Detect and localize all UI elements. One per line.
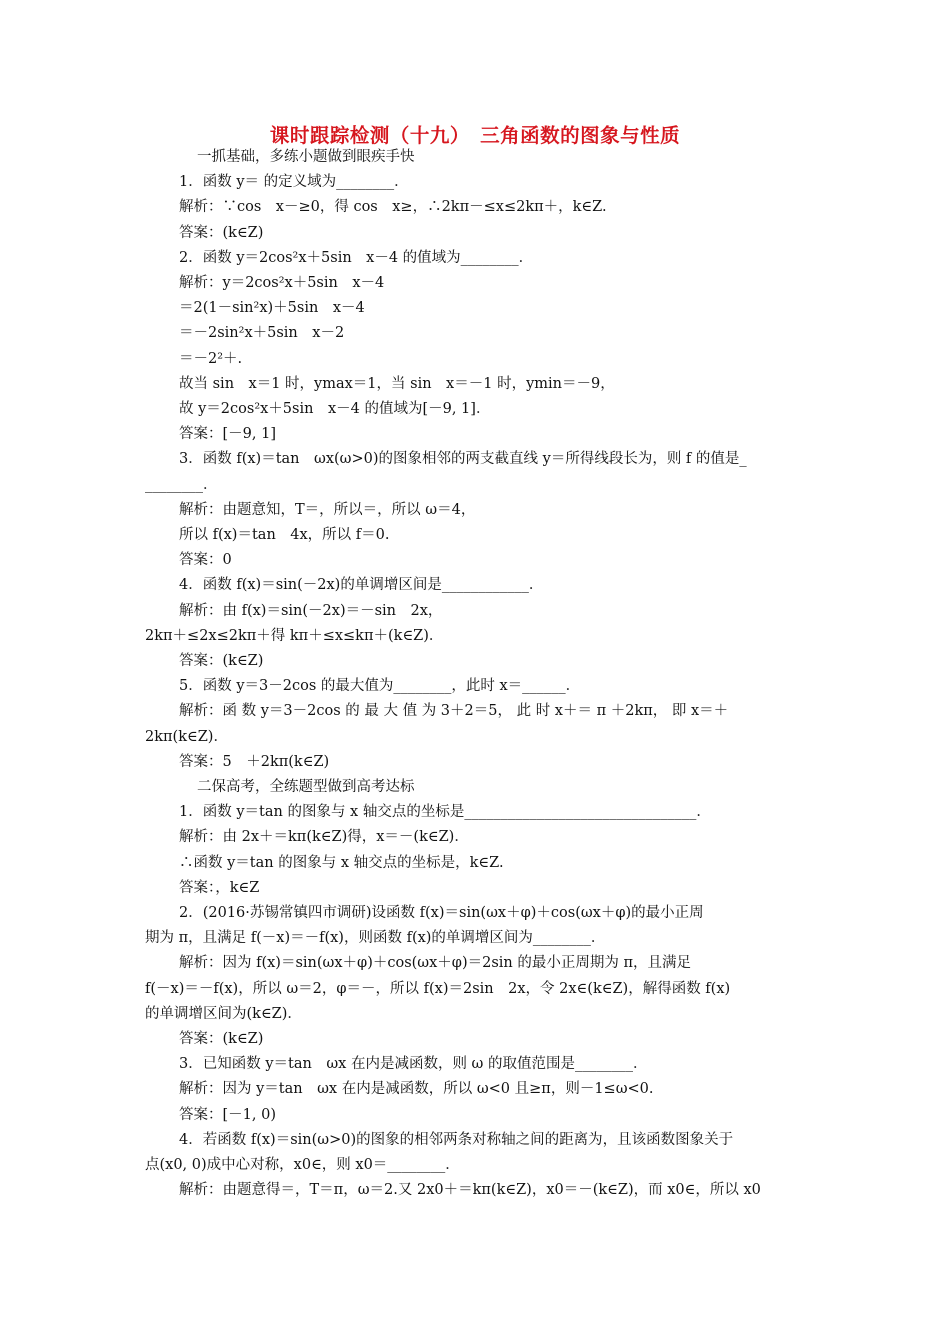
- text-line: 期为 π，且满足 f(－x)＝－f(x)，则函数 f(x)的单调增区间为________．: [145, 930, 606, 947]
- section-heading: 二保高考，全练题型做到高考达标: [197, 779, 415, 795]
- text-line: 解析：因为 y＝tan ωx 在内是减函数，所以 ω<0 且≥π，则－1≤ω<0.: [179, 1081, 654, 1098]
- text-line: ＝2(1－sin²x)＋5sin x－4: [179, 300, 365, 317]
- text-line: 解析：∵cos x－≥0，得 cos x≥，∴2kπ－≤x≤2kπ＋，k∈Z.: [179, 199, 607, 216]
- text-line: 解析：由题意得＝，T＝π，ω＝2.又 2x0＋＝kπ(k∈Z)，x0＝－(k∈Z)，而 x0∈，所以 x0: [179, 1182, 761, 1199]
- text-line: ＝－2sin²x＋5sin x－2: [179, 325, 345, 342]
- text-line: 答案：0: [179, 552, 232, 569]
- text-line: 5．函数 y＝3－2cos 的最大值为________，此时 x＝______．: [179, 678, 581, 695]
- text-line: 4．函数 f(x)＝sin(－2x)的单调增区间是____________．: [179, 577, 544, 594]
- text-line: 所以 f(x)＝tan 4x，所以 f＝0.: [179, 527, 390, 543]
- text-line: 故当 sin x＝1 时，ymax＝1，当 sin x＝－1 时，ymin＝－9，: [179, 375, 615, 392]
- text-line: ＝－2²＋.: [179, 350, 243, 367]
- text-line: 点(x0, 0)成中心对称，x0∈，则 x0＝________．: [145, 1157, 460, 1173]
- section-heading: 一抓基础，多练小题做到眼疾手快: [197, 149, 415, 165]
- text-line: 2．(2016·苏锡常镇四市调研)设函数 f(x)＝sin(ωx＋φ)＋cos(ωx＋φ)的最小正周: [179, 905, 704, 921]
- text-line: 2kπ＋≤2x≤2kπ＋得 kπ＋≤x≤kπ＋(k∈Z)．: [145, 627, 444, 644]
- text-line: 的单调增区间为(k∈Z)．: [145, 1005, 302, 1022]
- text-line: 答案：5 ＋2kπ(k∈Z): [179, 753, 330, 770]
- text-line: 3．已知函数 y＝tan ωx 在内是减函数，则 ω 的取值范围是________．: [179, 1056, 648, 1073]
- text-line: 1．函数 y＝tan 的图象与 x 轴交点的坐标是________________________________．: [179, 804, 711, 821]
- text-line: 答案：[－9, 1]: [179, 426, 276, 443]
- text-line: 故 y＝2cos²x＋5sin x－4 的值域为[－9, 1]．: [179, 401, 491, 417]
- text-line: 解析：由 f(x)＝sin(－2x)＝－sin 2x，: [179, 602, 443, 619]
- text-line: 2kπ(k∈Z)．: [145, 728, 228, 745]
- text-line: 3．函数 f(x)＝tan ωx(ω>0)的图象相邻的两支截直线 y＝所得线段长为，则 f 的值是_: [179, 451, 747, 468]
- text-line: ∴函数 y＝tan 的图象与 x 轴交点的坐标是，k∈Z.: [179, 854, 504, 871]
- text-line: 解析：y＝2cos²x＋5sin x－4: [179, 275, 385, 291]
- text-line: ________．: [145, 476, 218, 493]
- text-line: 答案：(k∈Z): [179, 1031, 264, 1047]
- text-line: 解析：函 数 y＝3－2cos 的 最 大 值 为 3＋2＝5， 此 时 x＋＝ π ＋2kπ， 即 x＝＋: [179, 703, 729, 720]
- text-line: 答案：[－1, 0): [179, 1106, 276, 1123]
- text-line: 解析：由题意知，T＝，所以＝，所以 ω＝4，: [179, 501, 476, 518]
- text-line: 1．函数 y＝ 的定义域为________．: [179, 174, 409, 191]
- text-line: 答案：(k∈Z): [179, 653, 264, 669]
- text-line: 解析：因为 f(x)＝sin(ωx＋φ)＋cos(ωx＋φ)＝2sin 的最小正周期为 π，且满足: [179, 955, 692, 972]
- text-line: 答案：(k∈Z): [179, 224, 264, 241]
- text-line: 4．若函数 f(x)＝sin(ω>0)的图象的相邻两条对称轴之间的距离为，且该函数图象关于: [179, 1131, 734, 1148]
- text-line: f(－x)＝－f(x)，所以 ω＝2，φ＝－，所以 f(x)＝2sin 2x，令 2x∈(k∈Z)，解得函数 f(x): [145, 980, 731, 997]
- text-line: 2．函数 y＝2cos²x＋5sin x－4 的值域为________．: [179, 249, 534, 266]
- text-line: 解析：由 2x＋＝kπ(k∈Z)得，x＝－(k∈Z)．: [179, 829, 469, 846]
- text-line: 答案：，k∈Z: [179, 879, 260, 896]
- page-title: 课时跟踪检测（十九） 三角函数的图象与性质: [269, 124, 681, 147]
